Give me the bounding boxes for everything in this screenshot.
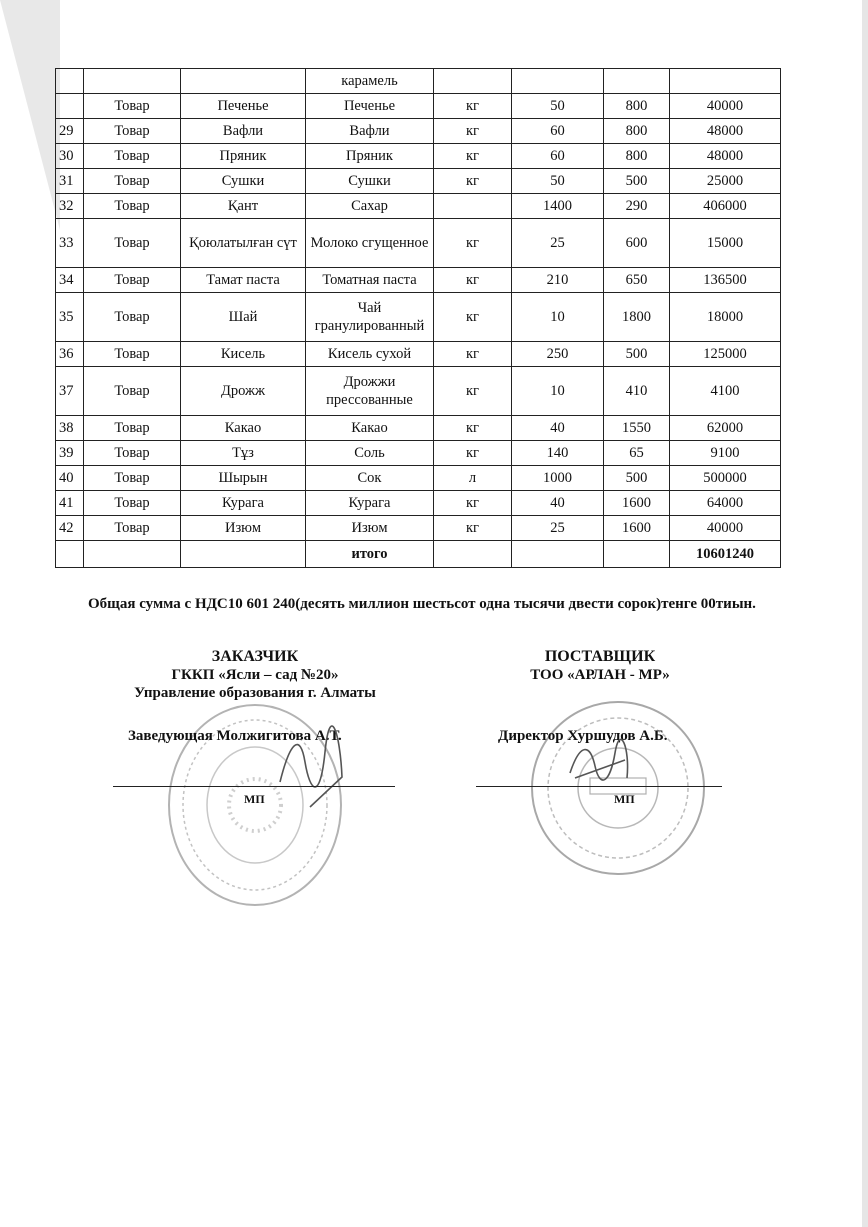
cell-price: 800 xyxy=(604,94,670,119)
cell-sum: 9100 xyxy=(670,441,781,466)
cell-qty: 40 xyxy=(512,416,604,441)
cell-sum: 125000 xyxy=(670,342,781,367)
cell-ru-name: Курага xyxy=(306,491,434,516)
cell-sum: 62000 xyxy=(670,416,781,441)
cell-kz-name: Қант xyxy=(181,194,306,219)
cell-type: Товар xyxy=(84,342,181,367)
cell-number: 41 xyxy=(56,491,84,516)
customer-stamp-label: МП xyxy=(244,792,265,806)
empty-cell xyxy=(434,541,512,568)
cell-sum: 40000 xyxy=(670,94,781,119)
cell-number: 31 xyxy=(56,169,84,194)
cell-sum: 48000 xyxy=(670,144,781,169)
customer-signature-line xyxy=(113,786,395,787)
cell-qty: 140 xyxy=(512,441,604,466)
supplier-stamp-label: МП xyxy=(614,792,635,806)
cell-sum: 136500 xyxy=(670,268,781,293)
cell-number: 29 xyxy=(56,119,84,144)
cell-type: Товар xyxy=(84,416,181,441)
scan-edge xyxy=(862,0,868,1227)
table-row xyxy=(56,441,781,466)
cell-qty: 25 xyxy=(512,516,604,541)
table-row xyxy=(56,342,781,367)
empty-cell xyxy=(512,541,604,568)
cell-sum: 15000 xyxy=(670,219,781,268)
cell-ru-name: Дрожжи прессованные xyxy=(306,367,434,416)
table-row xyxy=(56,268,781,293)
cell-ru-name: Изюм xyxy=(306,516,434,541)
cell-unit: кг xyxy=(434,441,512,466)
table-row xyxy=(56,516,781,541)
cell-price: 500 xyxy=(604,466,670,491)
cell-type: Товар xyxy=(84,491,181,516)
cell-qty: 10 xyxy=(512,293,604,342)
cell-ru-name: Кисель сухой xyxy=(306,342,434,367)
cell-unit: кг xyxy=(434,268,512,293)
cell-qty: 50 xyxy=(512,94,604,119)
cell-price: 290 xyxy=(604,194,670,219)
cell-number: 40 xyxy=(56,466,84,491)
cell-type: Товар xyxy=(84,441,181,466)
customer-dept: Управление образования г. Алматы xyxy=(134,685,376,701)
cell-ru-name: Печенье xyxy=(306,94,434,119)
total-row xyxy=(56,541,781,568)
cell-ru-name: Сахар xyxy=(306,194,434,219)
total-label: итого xyxy=(306,541,434,568)
cell-ru-name: Сушки xyxy=(306,169,434,194)
cell-qty: 250 xyxy=(512,342,604,367)
table-row xyxy=(56,416,781,441)
cell-kz-name: Вафли xyxy=(181,119,306,144)
customer-signer: Заведующая Молжигитова А.Т. xyxy=(128,728,342,744)
cell-sum: 4100 xyxy=(670,367,781,416)
cell-price: 800 xyxy=(604,119,670,144)
cell-type: Товар xyxy=(84,367,181,416)
cell-unit: кг xyxy=(434,491,512,516)
cell-unit: кг xyxy=(434,94,512,119)
cell-type: Товар xyxy=(84,119,181,144)
cell-sum: 40000 xyxy=(670,516,781,541)
supplier-role: ПОСТАВЩИК xyxy=(544,648,656,665)
cell-number: 34 xyxy=(56,268,84,293)
supplier-signature-icon xyxy=(565,738,635,788)
cell-type: Товар xyxy=(84,144,181,169)
page-fold-shadow xyxy=(0,0,60,230)
cell-unit: кг xyxy=(434,367,512,416)
total-amount-text: Общая сумма с НДС10 601 240(десять миллион шестьсот одна тысячи двести сорок)тенге 00тиын. xyxy=(88,596,756,612)
cell-price: 650 xyxy=(604,268,670,293)
cell-number: 38 xyxy=(56,416,84,441)
cell-sum: 18000 xyxy=(670,293,781,342)
customer-org: ГККП «Ясли – сад №20» xyxy=(171,667,339,683)
customer-block xyxy=(100,648,410,702)
cell-kz-name: Изюм xyxy=(181,516,306,541)
cell-unit: кг xyxy=(434,342,512,367)
cell-kz-name: Дрожж xyxy=(181,367,306,416)
table-row xyxy=(56,293,781,342)
total-value: 10601240 xyxy=(670,541,781,568)
cell-ru-name: Какао xyxy=(306,416,434,441)
supplier-seal-icon xyxy=(528,698,708,878)
cell-ru-name: Чай гранулированный xyxy=(306,293,434,342)
cell-kz-name: Шай xyxy=(181,293,306,342)
cell-number: 35 xyxy=(56,293,84,342)
cell-type: Товар xyxy=(84,169,181,194)
cell-number: 33 xyxy=(56,219,84,268)
cell-ru-name: Пряник xyxy=(306,144,434,169)
cell-kz-name: Кисель xyxy=(181,342,306,367)
cell-unit: кг xyxy=(434,293,512,342)
cell-ru-name: карамель xyxy=(306,69,434,94)
cell-type: Товар xyxy=(84,268,181,293)
cell-unit: кг xyxy=(434,119,512,144)
cell-kz-name: Тұз xyxy=(181,441,306,466)
cell-kz-name: Сушки xyxy=(181,169,306,194)
cell-sum: 500000 xyxy=(670,466,781,491)
cell-unit: кг xyxy=(434,169,512,194)
cell-qty: 60 xyxy=(512,144,604,169)
cell-price: 500 xyxy=(604,169,670,194)
cell-type: Товар xyxy=(84,516,181,541)
empty-cell xyxy=(181,541,306,568)
cell-qty: 1000 xyxy=(512,466,604,491)
cell-number: 37 xyxy=(56,367,84,416)
empty-cell xyxy=(604,541,670,568)
table-row xyxy=(56,491,781,516)
cell-price: 1600 xyxy=(604,516,670,541)
table-row xyxy=(56,69,781,94)
table-row xyxy=(56,94,781,119)
cell-kz-name: Қоюлатылған сүт xyxy=(181,219,306,268)
cell-kz-name: Печенье xyxy=(181,94,306,119)
cell-type: Товар xyxy=(84,94,181,119)
cell-price: 65 xyxy=(604,441,670,466)
table-row xyxy=(56,219,781,268)
supplier-signature-line xyxy=(476,786,722,787)
cell-price: 1550 xyxy=(604,416,670,441)
cell-qty: 50 xyxy=(512,169,604,194)
cell-ru-name: Молоко сгущенное xyxy=(306,219,434,268)
cell-unit: л xyxy=(434,466,512,491)
cell-unit: кг xyxy=(434,144,512,169)
table-row xyxy=(56,119,781,144)
cell-price: 1800 xyxy=(604,293,670,342)
customer-signature-icon xyxy=(270,722,350,812)
cell-unit xyxy=(434,194,512,219)
cell-number: 30 xyxy=(56,144,84,169)
cell-price: 800 xyxy=(604,144,670,169)
empty-cell xyxy=(56,541,84,568)
cell-number: 42 xyxy=(56,516,84,541)
supplier-org: ТОО «АРЛАН - МР» xyxy=(530,667,670,683)
cell-type: Товар xyxy=(84,466,181,491)
cell-qty: 210 xyxy=(512,268,604,293)
cell-ru-name: Соль xyxy=(306,441,434,466)
table-row xyxy=(56,144,781,169)
cell-sum: 48000 xyxy=(670,119,781,144)
table-row xyxy=(56,194,781,219)
cell-ru-name: Томатная паста xyxy=(306,268,434,293)
cell-type: Товар xyxy=(84,293,181,342)
cell-price: 410 xyxy=(604,367,670,416)
cell-number: 32 xyxy=(56,194,84,219)
cell-price: 600 xyxy=(604,219,670,268)
cell-qty: 25 xyxy=(512,219,604,268)
cell-unit: кг xyxy=(434,416,512,441)
cell-number: 39 xyxy=(56,441,84,466)
cell-qty: 10 xyxy=(512,367,604,416)
cell-ru-name: Сок xyxy=(306,466,434,491)
cell-kz-name: Тамат паста xyxy=(181,268,306,293)
customer-role: ЗАКАЗЧИК xyxy=(211,648,299,665)
cell-qty: 40 xyxy=(512,491,604,516)
cell-unit: кг xyxy=(434,219,512,268)
cell-price: 500 xyxy=(604,342,670,367)
cell-ru-name: Вафли xyxy=(306,119,434,144)
cell-kz-name: Пряник xyxy=(181,144,306,169)
cell-sum: 406000 xyxy=(670,194,781,219)
cell-sum: 25000 xyxy=(670,169,781,194)
table-row xyxy=(56,169,781,194)
cell-kz-name: Курага xyxy=(181,491,306,516)
cell-kz-name: Шырын xyxy=(181,466,306,491)
cell-qty: 1400 xyxy=(512,194,604,219)
cell-type: Товар xyxy=(84,219,181,268)
table-row xyxy=(56,466,781,491)
cell-price: 1600 xyxy=(604,491,670,516)
cell-kz-name: Какао xyxy=(181,416,306,441)
goods-table xyxy=(55,68,781,568)
cell-sum: 64000 xyxy=(670,491,781,516)
cell-number: 36 xyxy=(56,342,84,367)
cell-type: Товар xyxy=(84,194,181,219)
supplier-signer: Директор Хуршудов А.Б. xyxy=(498,728,668,744)
cell-qty: 60 xyxy=(512,119,604,144)
cell-unit: кг xyxy=(434,516,512,541)
empty-cell xyxy=(84,541,181,568)
supplier-block xyxy=(490,648,710,684)
cell-number xyxy=(56,94,84,119)
table-row xyxy=(56,367,781,416)
